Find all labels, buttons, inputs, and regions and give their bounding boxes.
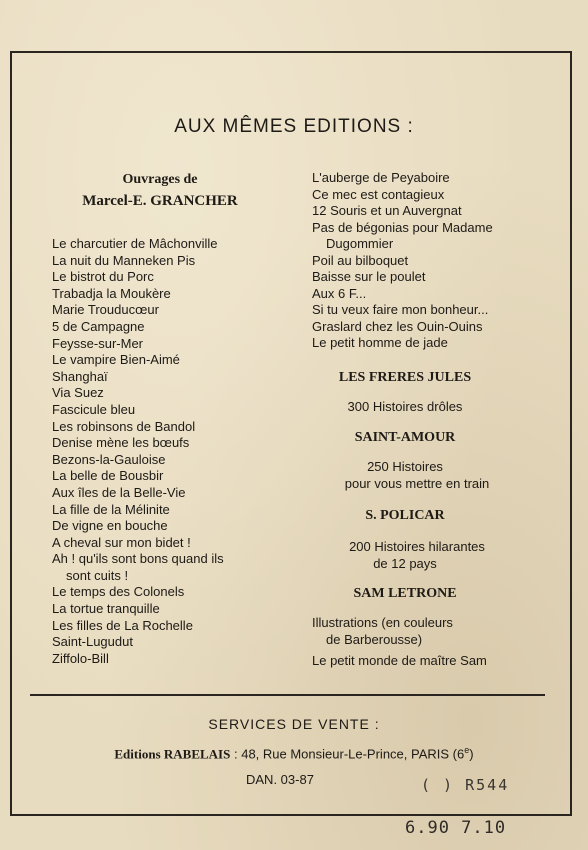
list-item: La belle de Bousbir	[52, 468, 164, 484]
phone-number: DAN. 03-87	[246, 772, 314, 787]
author-intro: Ouvrages de	[122, 172, 198, 187]
section-text: Illustrations (en couleurs	[312, 615, 453, 630]
author-name: Marcel-E. GRANCHER	[82, 193, 238, 209]
list-item: Les filles de La Rochelle	[52, 617, 193, 633]
list-item: Le vampire Bien-Aimé	[52, 352, 180, 368]
list-item: Le charcutier de Mâchonville	[52, 236, 218, 251]
list-item: Dugommier	[326, 236, 394, 251]
address-end: )	[469, 746, 474, 762]
list-item: De vigne en bouche	[52, 518, 168, 534]
list-item: Fascicule bleu	[52, 401, 136, 417]
section-text: 300 Histoires drôles	[347, 399, 463, 414]
list-item: Feysse-sur-Mer	[52, 335, 144, 351]
list-item: La nuit du Manneken Pis	[52, 252, 196, 268]
list-item: Trabadja la Moukère	[52, 285, 171, 301]
list-item: Ce mec est contagieux	[312, 186, 445, 202]
list-item: Ah ! qu'ils sont bons quand ils	[52, 551, 224, 567]
list-item: Marie Trouducœur	[52, 302, 159, 318]
section-text: de Barberousse)	[326, 632, 423, 647]
left-title-list	[52, 236, 282, 667]
section-text: de 12 pays	[373, 556, 437, 571]
list-item: Si tu veux faire mon bonheur...	[312, 302, 489, 317]
list-item: Poil au bilboquet	[312, 252, 409, 268]
right-title-list	[312, 170, 542, 352]
section-text: pour vous mettre en train	[344, 476, 490, 491]
list-item: Baisse sur le poulet	[312, 269, 426, 284]
list-item: Les robinsons de Bandol	[52, 418, 196, 434]
list-item: Shanghaï	[52, 368, 108, 384]
list-item: Le bistrot du Porc	[52, 269, 154, 285]
section-title-saint-amour: SAINT-AMOUR	[354, 430, 456, 445]
page-title: AUX MÊMES EDITIONS :	[174, 116, 414, 137]
services-heading: SERVICES DE VENTE :	[208, 716, 380, 732]
list-item: Denise mène les bœufs	[52, 435, 190, 451]
address-text: : 48, Rue Monsieur-Le-Prince, PARIS (6	[233, 746, 465, 762]
publisher-address	[0, 745, 588, 762]
divider	[30, 694, 545, 696]
section-title-policar: S. POLICAR	[365, 508, 445, 523]
list-item: La fille de la Mélinite	[52, 501, 170, 517]
list-item: L'auberge de Peyaboire	[312, 170, 450, 185]
list-item: Aux 6 F...	[312, 285, 367, 301]
list-item: sont cuits !	[66, 567, 129, 583]
list-item: Le temps des Colonels	[52, 584, 185, 600]
publisher-name: Editions RABELAIS	[114, 746, 231, 762]
list-item: Graslard chez les Ouin-Ouins	[312, 318, 483, 334]
list-item: Ziffolo-Bill	[52, 650, 109, 666]
price-stamp: 6.90 7.10	[405, 818, 507, 838]
section-title-letrone: SAM LETRONE	[353, 586, 457, 601]
section-text: 200 Histoires hilarantes	[349, 539, 485, 554]
list-item: Saint-Lugudut	[52, 634, 133, 650]
list-item: Pas de bégonias pour Madame	[312, 219, 493, 235]
list-item: Via Suez	[52, 385, 104, 401]
list-item: La tortue tranquille	[52, 601, 160, 617]
list-item: 5 de Campagne	[52, 318, 145, 334]
section-title-freres-jules: LES FRERES JULES	[338, 370, 472, 385]
list-item: Le petit homme de jade	[312, 335, 448, 350]
section-text: 250 Histoires	[367, 459, 443, 474]
list-item: Bezons-la-Gauloise	[52, 451, 166, 467]
list-item: 12 Souris et un Auvergnat	[312, 203, 462, 218]
list-item: A cheval sur mon bidet !	[52, 534, 191, 550]
catalog-stamp: ( ) R544	[421, 776, 510, 794]
section-text: Le petit monde de maître Sam	[312, 653, 487, 668]
list-item: Aux îles de la Belle-Vie	[52, 484, 186, 500]
address-sup: e	[464, 745, 470, 755]
